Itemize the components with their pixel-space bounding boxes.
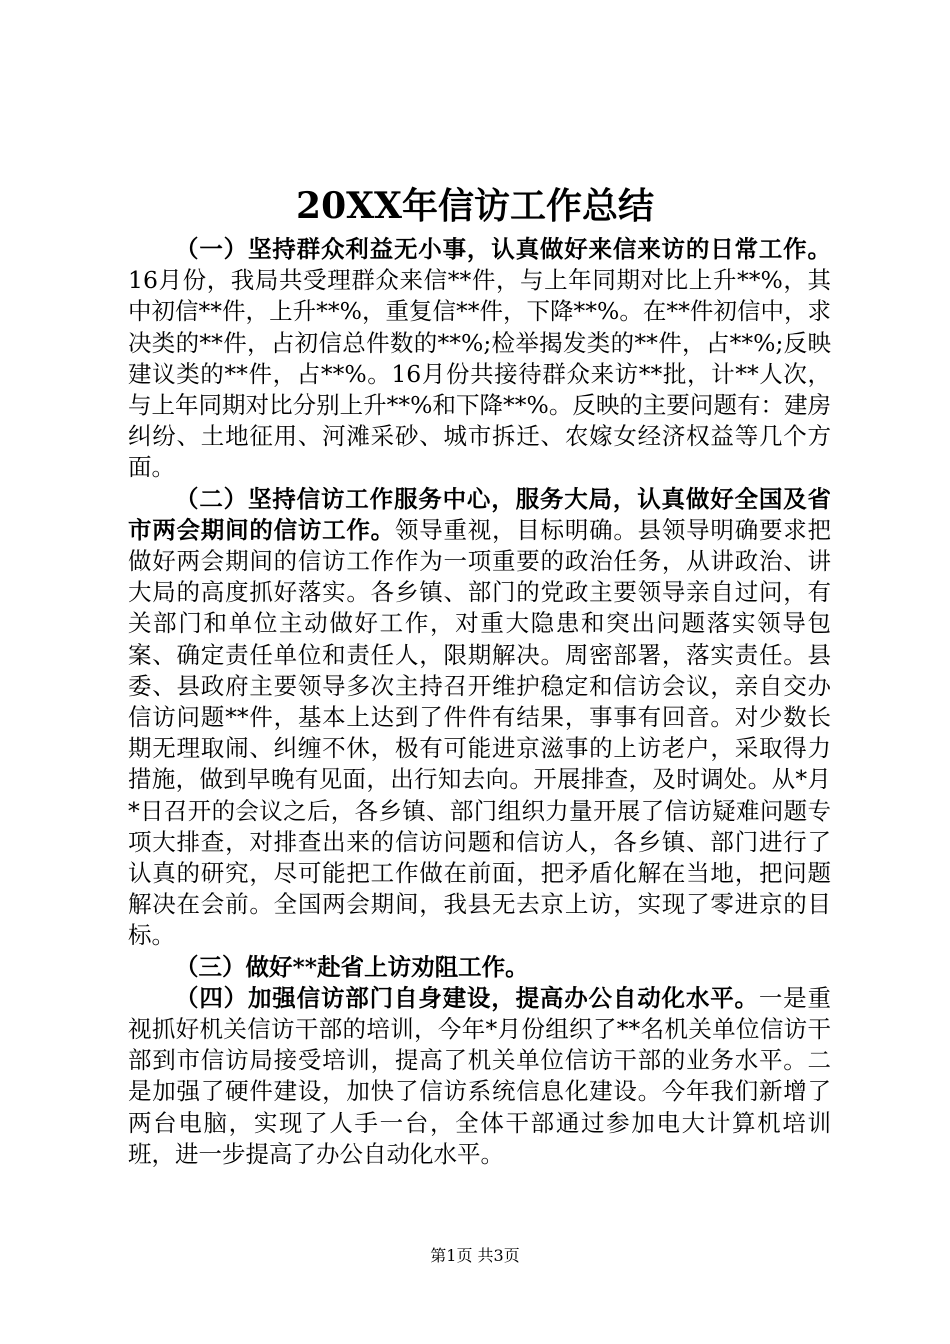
document-title: 20XX年信访工作总结 <box>296 185 654 227</box>
page-footer: 第1页 共3页 <box>430 1246 520 1265</box>
paragraph-2 <box>128 484 831 952</box>
paragraph-3 <box>128 952 831 983</box>
paragraph-4 <box>128 983 831 1170</box>
paragraph-1 <box>128 234 831 484</box>
paragraph-text: 领导重视，目标明确。县领导明确要求把做好两会期间的信访工作作为一项重要的政治任务，从讲政治、讲大局的高度抓好落实。各乡镇、部门的党政主要领导亲自过问，有关部门和单位主动做好工作，对重大隐患和突出问题落实领导包案、确定责任单位和责任人，限期解决。周密部署，落实责任。县委、县政府主要领导多次主持召开维护稳定和信访会议，亲自交办信访问题**件，基本上达到了件件有结果，事事有回音。对少数长期无理取闹、纠缠不休，极有可能进京滋事的上访老户，采取得力措施，做到早晚有见面，出行知去向。开展排查，及时调处。从*月*日召开的会议之后，各乡镇、部门组织力量开展了信访疑难问题专项大排查，对排查出来的信访问题和信访人，各乡镇、部门进行了认真的研究，尽可能把工作做在前面，把矛盾化解在当地，把问题解决在会前。全国两会期间，我县无去京上访，实现了零进京的目标。 <box>128 515 832 950</box>
paragraph-text: 16月份，我局共受理群众来信**件，与上年同期对比上升**%，其中初信**件，上升**%，重复信**件，下降**%。在**件初信中，求决类的**件，占初信总件数的**%;检举揭发类的**件，占**%;反映建议类的**件，占**%。16月份共接待群众来访**批，计**人次，与上年同期对比分别上升**%和下降**%。反映的主要问题有：建房纠纷、土地征用、河滩采砂、城市拆迁、农嫁女经济权益等几个方面。 <box>128 266 831 482</box>
paragraph-text: 一是重视抓好机关信访干部的培训，今年*月份组织了**名机关单位信访干部到市信访局接受培训，提高了机关单位信访干部的业务水平。二是加强了硬件建设，加快了信访系统信息化建设。今年我们新增了两台电脑，实现了人手一台，全体干部通过参加电大计算机培训班，进一步提高了办公自动化水平。 <box>128 983 832 1168</box>
paragraph-heading: （二）坚持信访工作服务中心，服务大局，认真做好全国及省市两会期间的信访工作。 <box>128 484 831 544</box>
document-body <box>128 234 831 1170</box>
paragraph-heading: （三）做好**赴省上访劝阻工作。 <box>175 952 529 981</box>
paragraph-heading: （四）加强信访部门自身建设，提高办公自动化水平。 <box>175 983 759 1012</box>
paragraph-heading: （一）坚持群众利益无小事，认真做好来信来访的日常工作。 <box>175 235 831 263</box>
